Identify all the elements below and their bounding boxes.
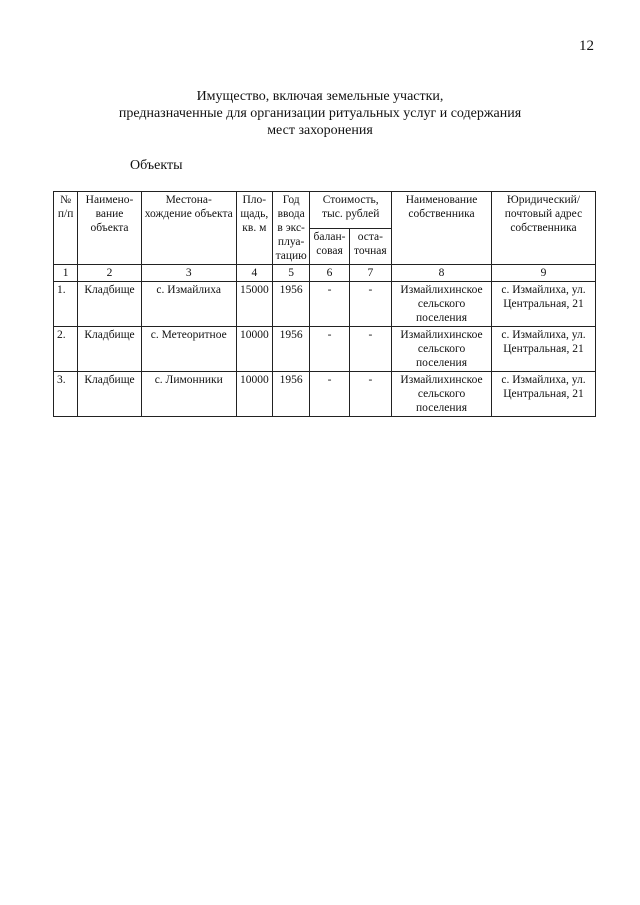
cell-address: с. Измайлиха, ул. Центральная, 21 — [491, 327, 595, 372]
table-row — [54, 372, 596, 417]
cell-residual: - — [349, 372, 391, 417]
header-name: Наимено-вание объекта — [78, 192, 142, 265]
header-year: Год ввода в экс-плуа-тацию — [272, 192, 309, 265]
header-cost-residual: оста-точная — [349, 228, 391, 265]
column-number: 3 — [141, 265, 236, 282]
document-title — [0, 88, 640, 139]
column-number: 4 — [236, 265, 272, 282]
cell-num: 3. — [54, 372, 78, 417]
cell-num: 1. — [54, 282, 78, 327]
cell-name: Кладбище — [78, 282, 142, 327]
cell-name: Кладбище — [78, 327, 142, 372]
table-row — [54, 282, 596, 327]
cell-owner: Измайлихинское сельского поселения — [392, 282, 492, 327]
cell-owner: Измайлихинское сельского поселения — [392, 372, 492, 417]
cell-owner: Измайлихинское сельского поселения — [392, 327, 492, 372]
cell-residual: - — [349, 282, 391, 327]
table-row — [54, 327, 596, 372]
title-line: предназначенные для организации ритуальных услуг и содержания — [118, 106, 522, 121]
page-number: 12 — [579, 38, 594, 54]
cell-location: с. Измайлиха — [141, 282, 236, 327]
cell-area: 10000 — [236, 327, 272, 372]
cell-year: 1956 — [272, 372, 309, 417]
column-number: 1 — [54, 265, 78, 282]
cell-location: с. Метеоритное — [141, 327, 236, 372]
column-number: 9 — [491, 265, 595, 282]
cell-year: 1956 — [272, 282, 309, 327]
column-number: 2 — [78, 265, 142, 282]
title-line: мест захоронения — [267, 123, 373, 138]
table-header — [54, 192, 596, 282]
cell-residual: - — [349, 327, 391, 372]
header-cost-balance: балан-совая — [310, 228, 349, 265]
column-number: 8 — [392, 265, 492, 282]
cell-area: 15000 — [236, 282, 272, 327]
property-table — [53, 191, 596, 417]
header-cost: Стоимость, тыс. рублей — [310, 192, 392, 229]
section-subtitle: Объекты — [130, 158, 183, 173]
cell-location: с. Лимонники — [141, 372, 236, 417]
column-number: 6 — [310, 265, 349, 282]
header-location: Местона-хождение объекта — [141, 192, 236, 265]
cell-balance: - — [310, 327, 349, 372]
cell-name: Кладбище — [78, 372, 142, 417]
cell-balance: - — [310, 372, 349, 417]
header-owner: Наименование собственника — [392, 192, 492, 265]
header-num: № п/п — [54, 192, 78, 265]
cell-address: с. Измайлиха, ул. Центральная, 21 — [491, 372, 595, 417]
cell-address: с. Измайлиха, ул. Центральная, 21 — [491, 282, 595, 327]
title-line: Имущество, включая земельные участки, — [196, 89, 444, 104]
cell-area: 10000 — [236, 372, 272, 417]
column-number-row — [54, 265, 596, 282]
header-area: Пло-щадь, кв. м — [236, 192, 272, 265]
column-number: 5 — [272, 265, 309, 282]
column-number: 7 — [349, 265, 391, 282]
table-body — [54, 282, 596, 417]
cell-year: 1956 — [272, 327, 309, 372]
cell-num: 2. — [54, 327, 78, 372]
cell-balance: - — [310, 282, 349, 327]
header-address: Юридический/ почтовый адрес собственника — [491, 192, 595, 265]
